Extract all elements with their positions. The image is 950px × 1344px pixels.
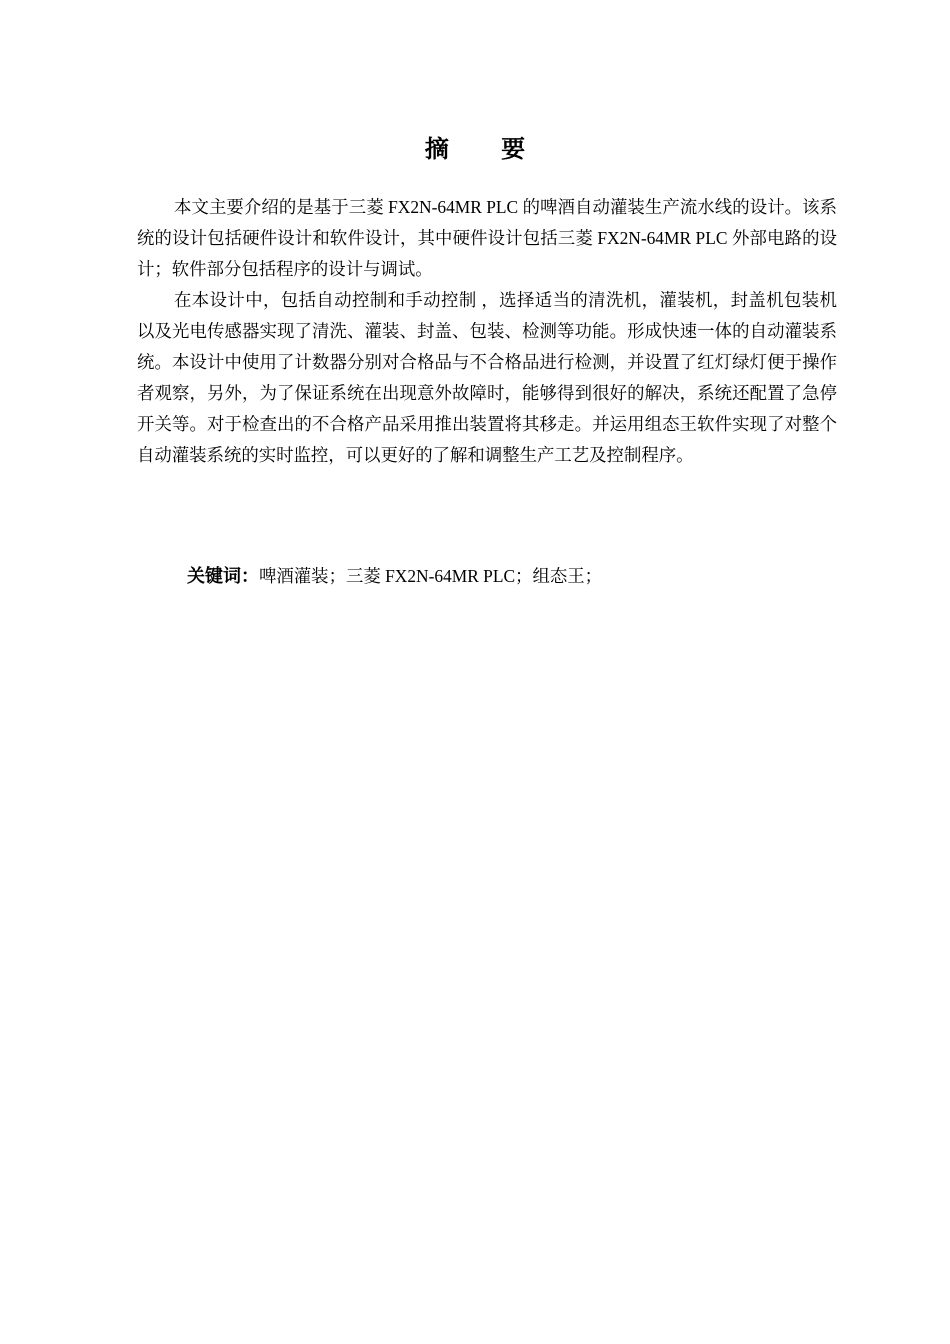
keywords-label: 关键词： [187,566,259,587]
keywords-value: 啤酒灌装；三菱 FX2N-64MR PLC；组态王； [259,566,603,586]
abstract-paragraph-1: 本文主要介绍的是基于三菱 FX2N-64MR PLC 的啤酒自动灌装生产流水线的设计。该系统的设计包括硬件设计和软件设计，其中硬件设计包括三菱 FX2N-64MR PLC 外部电路的设计；软件部分包括程序的设计与调试。 [137,197,837,279]
abstract-body [137,192,837,471]
keywords-line [187,560,602,593]
abstract-paragraph-2: 在本设计中，包括自动控制和手动控制 ，选择适当的清洗机，灌装机，封盖机包装机以及光电传感器实现了清洗、灌装、封盖、包装、检测等功能。形成快速一体的自动灌装系统。本设计中使用了计数器分别对合格品与不合格品进行检测，并设置了红灯绿灯便于操作者观察，另外，为了保证系统在出现意外故障时，能够得到很好的解决，系统还配置了急停开关等。对于检查出的不合格产品采用推出装置将其移走。并运用组态王软件实现了对整个自动灌装系统的实时监控，可以更好的了解和调整生产工艺及控制程序。 [137,290,837,465]
abstract-title: 摘 要 [424,135,548,163]
